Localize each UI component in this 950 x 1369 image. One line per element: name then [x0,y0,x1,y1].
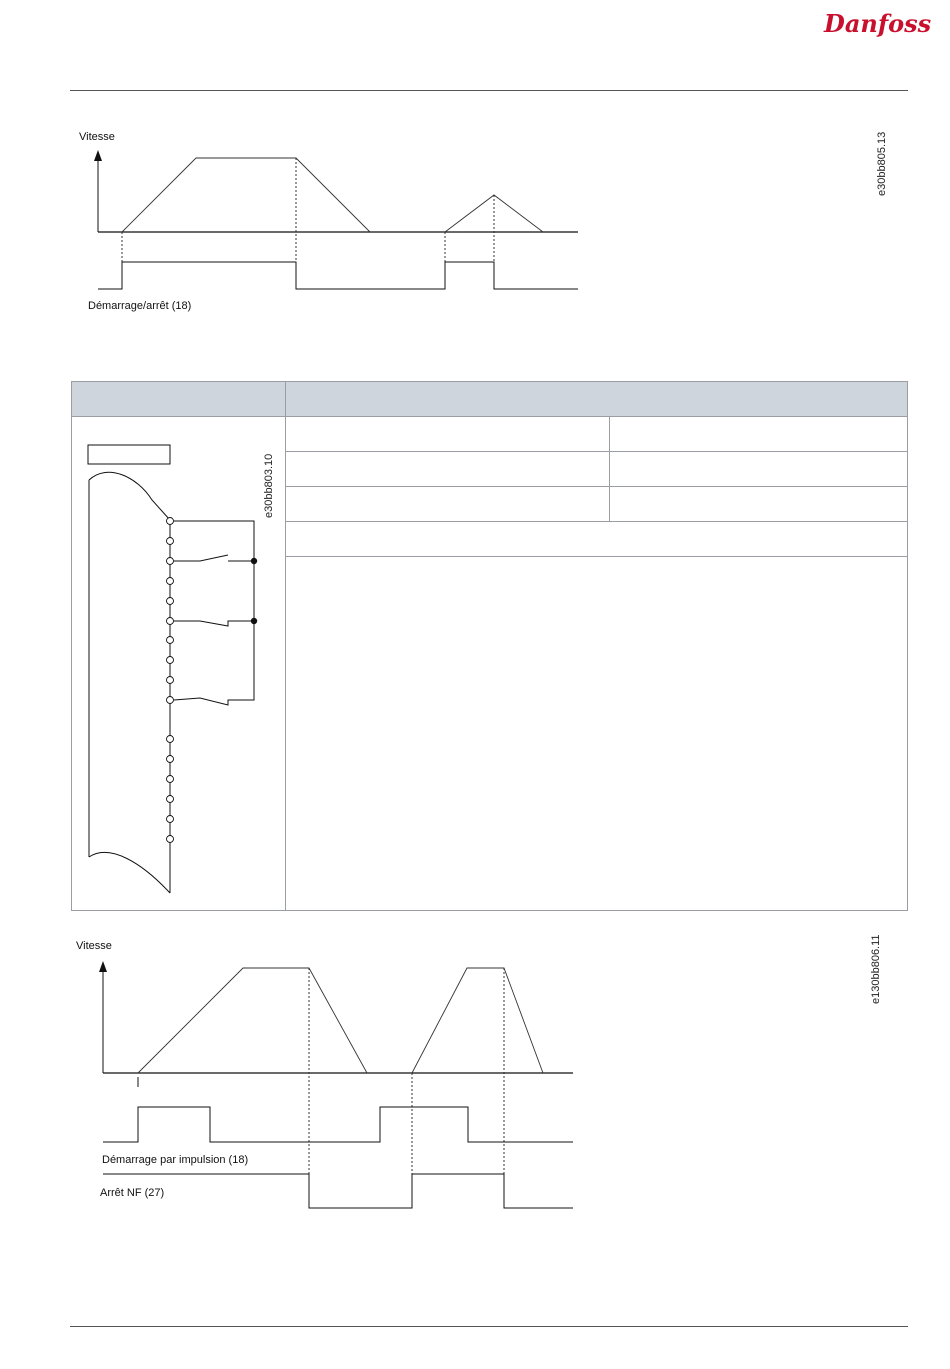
speed-curve-2 [412,968,543,1073]
terminal [167,796,174,803]
terminal [167,756,174,763]
figure-code: e30bb805.13 [876,131,888,196]
danfoss-logo [820,4,932,44]
header-rule [70,90,908,91]
fc-label-box [88,445,170,464]
terminal [167,816,174,823]
terminal [167,637,174,644]
terminal [167,558,174,565]
terminal-wiring-diagram [82,438,272,898]
row-divider [286,486,907,487]
column-divider [285,416,286,910]
table-header [72,382,907,417]
footer-rule [70,1326,908,1327]
row-divider [286,451,907,452]
speed-curve-1 [122,158,370,232]
terminal [167,677,174,684]
stop-nc-signal [103,1174,573,1208]
junction-dot [251,558,257,564]
terminal [167,618,174,625]
speed-start-stop-diagram [70,125,590,320]
start-stop-signal [98,262,578,289]
board-outline-top [89,472,170,520]
speed-curve-1 [138,968,367,1073]
terminal [167,697,174,704]
speed-axis-label: Vitesse [76,940,112,952]
switch-stop [174,621,254,626]
brand-name: Danfoss [824,9,932,38]
row-divider [286,521,907,522]
pulse-start-signal [103,1107,573,1142]
start-stop-label: Démarrage/arrêt (18) [88,300,192,312]
stop-nc-label: Arrêt NF (27) [100,1187,165,1199]
terminal [167,836,174,843]
speed-axis-label: Vitesse [79,131,115,143]
wiring-table [71,381,908,911]
axis-arrow-icon [94,150,102,161]
pulse-start-label: Démarrage par impulsion (18) [102,1154,249,1166]
wire-common [174,521,254,705]
terminal [167,598,174,605]
figure-code: e130bb806.11 [870,934,882,1004]
terminal [167,657,174,664]
terminal [167,518,174,525]
wiring-figure-code: e30bb803.10 [263,453,275,518]
axis-arrow-icon [99,961,107,972]
cell-divider [609,416,610,521]
junction-dot [251,618,257,624]
switch-start [174,555,228,561]
terminal [167,538,174,545]
terminal [167,776,174,783]
terminal [167,736,174,743]
board-outline-bottom [89,852,170,893]
speed-pulse-start-diagram [70,935,590,1220]
header-divider [285,382,286,416]
row-divider [286,556,907,557]
terminal [167,578,174,585]
